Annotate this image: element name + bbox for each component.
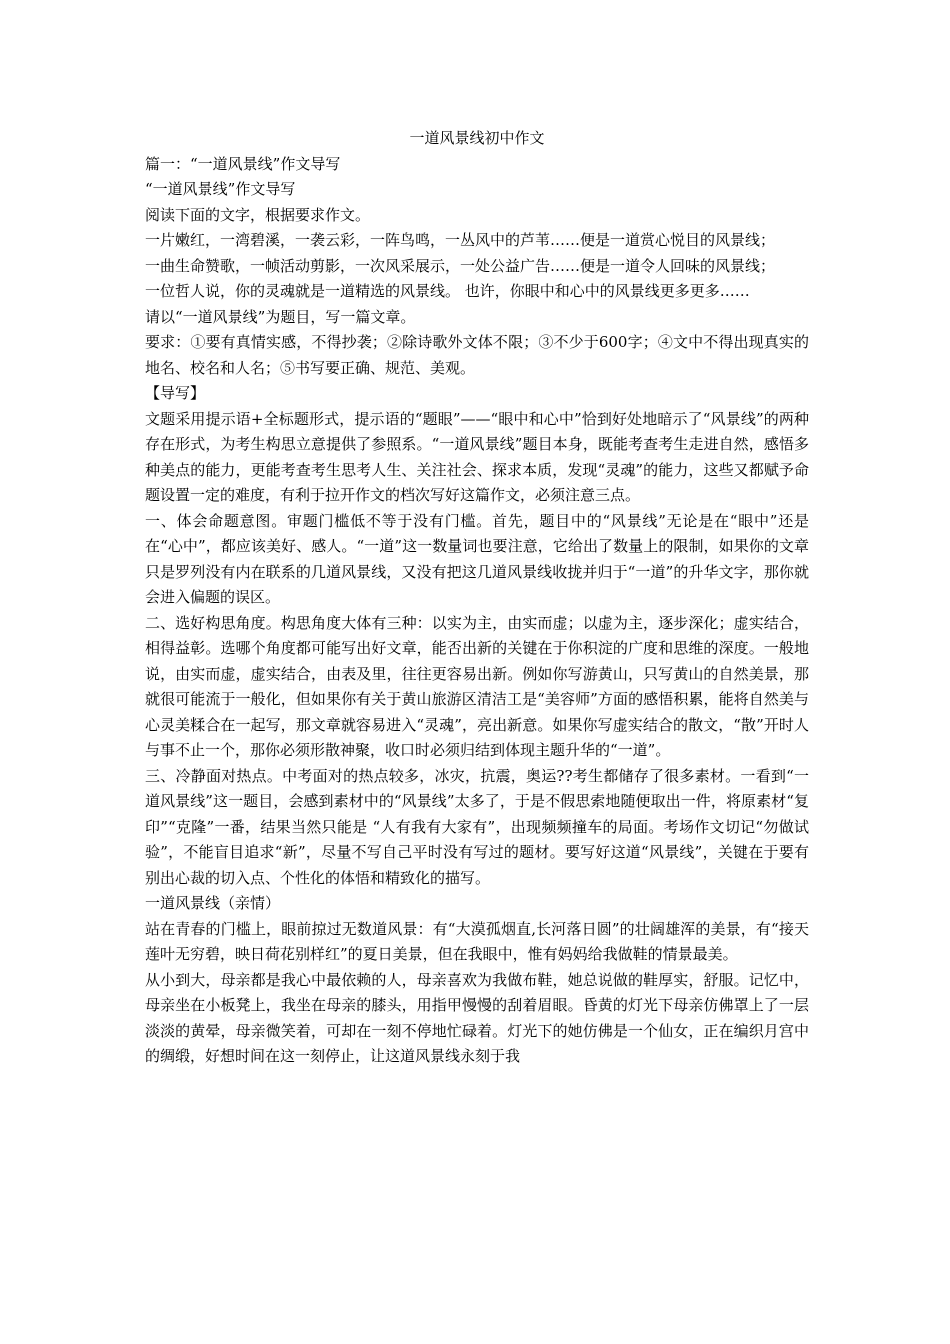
paragraph: 二、选好构思角度。构思角度大体有三种：以实为主，由实而虚；以虚为主，逐步深化；虚实结合，相得益彰。选哪个角度都可能写出好文章，能否出新的关键在于你积淀的广度和思维的深度。一般地说，由实而虚，虚实结合，由表及里，往往更容易出新。例如你写游黄山，只写黄山的自然美景，那就很可能流于一般化，但如果你有关于黄山旅游区清洁工是“美容师”方面的感悟积累，能将自然美与心灵美糅合在一起写，那文章就容易进入“灵魂”，亮出新意。如果你写虚实结合的散文，“散”开时人与事不止一个，那你必须形散神聚，收口时必须归结到体现主题升华的“一道”。 bbox=[145, 613, 809, 759]
paragraph: 站在青春的门槛上，眼前掠过无数道风景：有“大漠孤烟直,长河落日圆”的壮阔雄浑的美景，有“接天莲叶无穷碧，映日荷花别样红”的夏日美景，但在我眼中，惟有妈妈给我做鞋的情景最美。 bbox=[145, 919, 809, 963]
subheading: “一道风景线”作文导写 bbox=[145, 180, 296, 198]
paragraph: 三、冷静面对热点。中考面对的热点较多，冰灾，抗震，奥运??考生都储存了很多素材。一看到“一道风景线”这一题目，会感到素材中的“风景线”太多了，于是不假思索地随便取出一件，将原素材“复印”“克隆”一番，结果当然只能是 “人有我有大家有”，出现频频撞车的局面。考场作文切记“勿做试验”，不能盲目追求“新”，尽量不写自己平时没有写过的题材。要写好这道“风景线”，关键在于要有别出心裁的切入点、个性化的体悟和精致化的描写。 bbox=[145, 766, 809, 887]
paragraph: 一曲生命赞歌，一帧活动剪影，一次风采展示，一处公益广告……便是一道令人回味的风景线； bbox=[145, 256, 776, 275]
requirements: 要求：①要有真情实感，不得抄袭；②除诗歌外文体不限；③不少于600字；④文中不得出现真实的地名、校名和人名；⑤书写要正确、规范、美观。 bbox=[145, 333, 809, 377]
section-heading-1: 篇一：“一道风景线”作文导写 bbox=[145, 154, 341, 173]
paragraph: 从小到大，母亲都是我心中最依赖的人，母亲喜欢为我做布鞋，她总说做的鞋厚实，舒服。记忆中，母亲坐在小板凳上，我坐在母亲的膝头，用指甲慢慢的刮着眉眼。昏黄的灯光下母亲仿佛罩上了一层淡淡的黄晕，母亲微笑着，可却在一刻不停地忙碌着。灯光下的她仿佛是一个仙女，正在编织月宫中的绸缎，好想时间在这一刻停止，让这道风景线永刻于我 bbox=[145, 970, 809, 1065]
essay-heading: 一道风景线（亲情） bbox=[145, 894, 281, 912]
paragraph: 一、体会命题意图。审题门槛低不等于没有门槛。首先，题目中的“风景线”无论是在“眼中”还是在“心中”，都应该美好、感人。“一道”这一数量词也要注意，它给出了数量上的限制，如果你的文章只是罗列没有内在联系的几道风景线，又没有把这几道风景线收拢并归于“一道”的升华文字，那你就会进入偏题的误区。 bbox=[145, 511, 809, 606]
paragraph: 一片嫩红，一湾碧溪，一袭云彩，一阵鸟鸣，一丛风中的芦苇……便是一道赏心悦目的风景线； bbox=[145, 231, 776, 249]
paragraph: 一位哲人说，你的灵魂就是一道精选的风景线。 也许，你眼中和心中的风景线更多更多…… bbox=[145, 282, 750, 300]
document-title: 一道风景线初中作文 bbox=[409, 129, 545, 147]
guide-heading: 【导写】 bbox=[145, 384, 206, 402]
paragraph: 文题采用提示语+全标题形式，提示语的“题眼”——“眼中和心中”恰到好处地暗示了“风景线”的两种存在形式，为考生构思立意提供了参照系。“一道风景线”题目本身，既能考查考生走进自然，感悟多种美点的能力，更能考查考生思考人生、关注社会、探求本质，发现“灵魂”的能力，这些又都赋予命题设置一定的难度，有利于拉开作文的档次写好这篇作文，必须注意三点。 bbox=[145, 409, 809, 504]
paragraph: 请以“一道风景线”为题目，写一篇文章。 bbox=[145, 307, 416, 326]
document-page bbox=[145, 126, 809, 1070]
paragraph: 阅读下面的文字，根据要求作文。 bbox=[145, 205, 371, 224]
